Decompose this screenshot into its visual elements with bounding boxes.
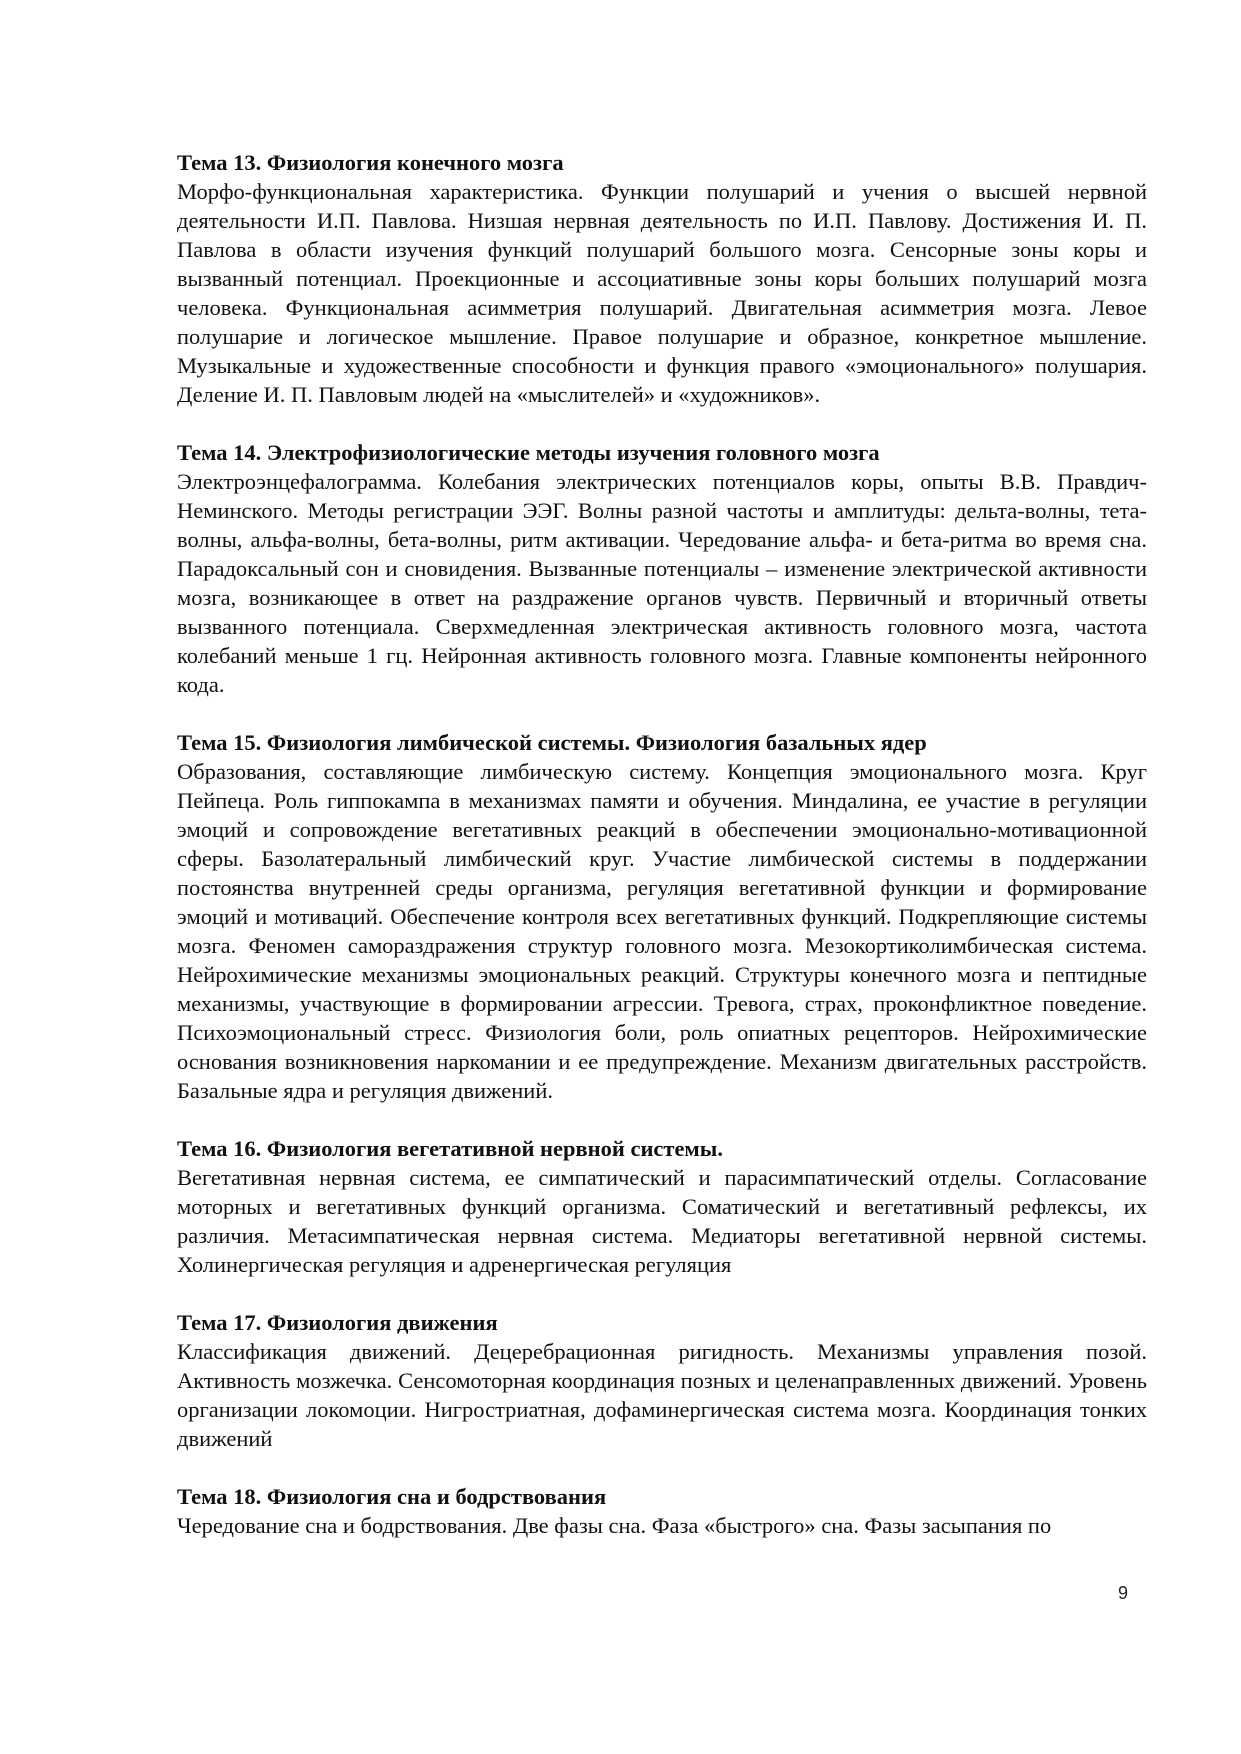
- section-topic-16: [177, 1134, 1147, 1279]
- section-title: Тема 17. Физиология движения: [177, 1310, 498, 1335]
- section-body: Классификация движений. Децеребрационная ригидность. Механизмы управления позой. Активность мозжечка. Сенсомоторная координация позных и целенаправленных движений. Уровень организации локомоции. Нигростриатная, дофаминергическая система мозга. Координация тонких движений: [177, 1339, 1147, 1451]
- section-title: Тема 16. Физиология вегетативной нервной системы.: [177, 1136, 723, 1161]
- section-topic-14: [177, 438, 1147, 699]
- section-title: Тема 18. Физиология сна и бодрствования: [177, 1484, 607, 1509]
- section-body: Образования, составляющие лимбическую систему. Концепция эмоционального мозга. Круг Пейпеца. Роль гиппокампа в механизмах памяти и обучения. Миндалина, ее участие в регуляции эмоций и сопровождение вегетативных реакций в обеспечении эмоционально-мотивационной сферы. Базолатеральный лимбический круг. Участие лимбической системы в поддержании постоянства внутренней среды организма, регуляция вегетативной функции и формирование эмоций и мотиваций. Обеспечение контроля всех вегетативных функций. Подкрепляющие системы мозга. Феномен самораздражения структур головного мозга. Мезокортиколимбическая система. Нейрохимические механизмы эмоциональных реакций. Структуры конечного мозга и пептидные механизмы, участвующие в формировании агрессии. Тревога, страх, проконфликтное поведение. Психоэмоциональный стресс. Физиология боли, роль опиатных рецепторов. Нейрохимические основания возникновения наркомании и ее предупреждение. Механизм двигательных расстройств. Базальные ядра и регуляция движений.: [177, 759, 1147, 1103]
- document-page: [177, 148, 1147, 1569]
- section-title: Тема 15. Физиология лимбической системы. Физиология базальных ядер: [177, 730, 927, 755]
- section-topic-17: [177, 1308, 1147, 1453]
- section-topic-13: [177, 148, 1147, 409]
- section-title: Тема 13. Физиология конечного мозга: [177, 150, 564, 175]
- section-body: Морфо-функциональная характеристика. Функции полушарий и учения о высшей нервной деятельности И.П. Павлова. Низшая нервная деятельность по И.П. Павлову. Достижения И. П. Павлова в области изучения функций полушарий большого мозга. Сенсорные зоны коры и вызванный потенциал. Проекционные и ассоциативные зоны коры больших полушарий мозга человека. Функциональная асимметрия полушарий. Двигательная асимметрия мозга. Левое полушарие и логическое мышление. Правое полушарие и образное, конкретное мышление. Музыкальные и художественные способности и функция правого «эмоционального» полушария. Деление И. П. Павловым людей на «мыслителей» и «художников».: [177, 179, 1147, 407]
- section-topic-18: [177, 1482, 1147, 1540]
- section-body: Электроэнцефалограмма. Колебания электрических потенциалов коры, опыты В.В. Правдич-Неминского. Методы регистрации ЭЭГ. Волны разной частоты и амплитуды: дельта-волны, тета-волны, альфа-волны, бета-волны, ритм активации. Чередование альфа- и бета-ритма во время сна. Парадоксальный сон и сновидения. Вызванные потенциалы – изменение электрической активности мозга, возникающее в ответ на раздражение органов чувств. Первичный и вторичный ответы вызванного потенциала. Сверхмедленная электрическая активность головного мозга, частота колебаний меньше 1 гц. Нейронная активность головного мозга. Главные компоненты нейронного кода.: [177, 469, 1147, 697]
- section-title: Тема 14. Электрофизиологические методы изучения головного мозга: [177, 440, 880, 465]
- section-body: Чередование сна и бодрствования. Две фазы сна. Фаза «быстрого» сна. Фазы засыпания по: [177, 1513, 1052, 1538]
- page-number: 9: [1118, 1583, 1129, 1603]
- section-topic-15: [177, 728, 1147, 1105]
- section-body: Вегетативная нервная система, ее симпатический и парасимпатический отделы. Согласование моторных и вегетативных функций организма. Соматический и вегетативный рефлексы, их различия. Метасимпатическая нервная система. Медиаторы вегетативной нервной системы. Холинергическая регуляция и адренергическая регуляция: [177, 1165, 1147, 1277]
